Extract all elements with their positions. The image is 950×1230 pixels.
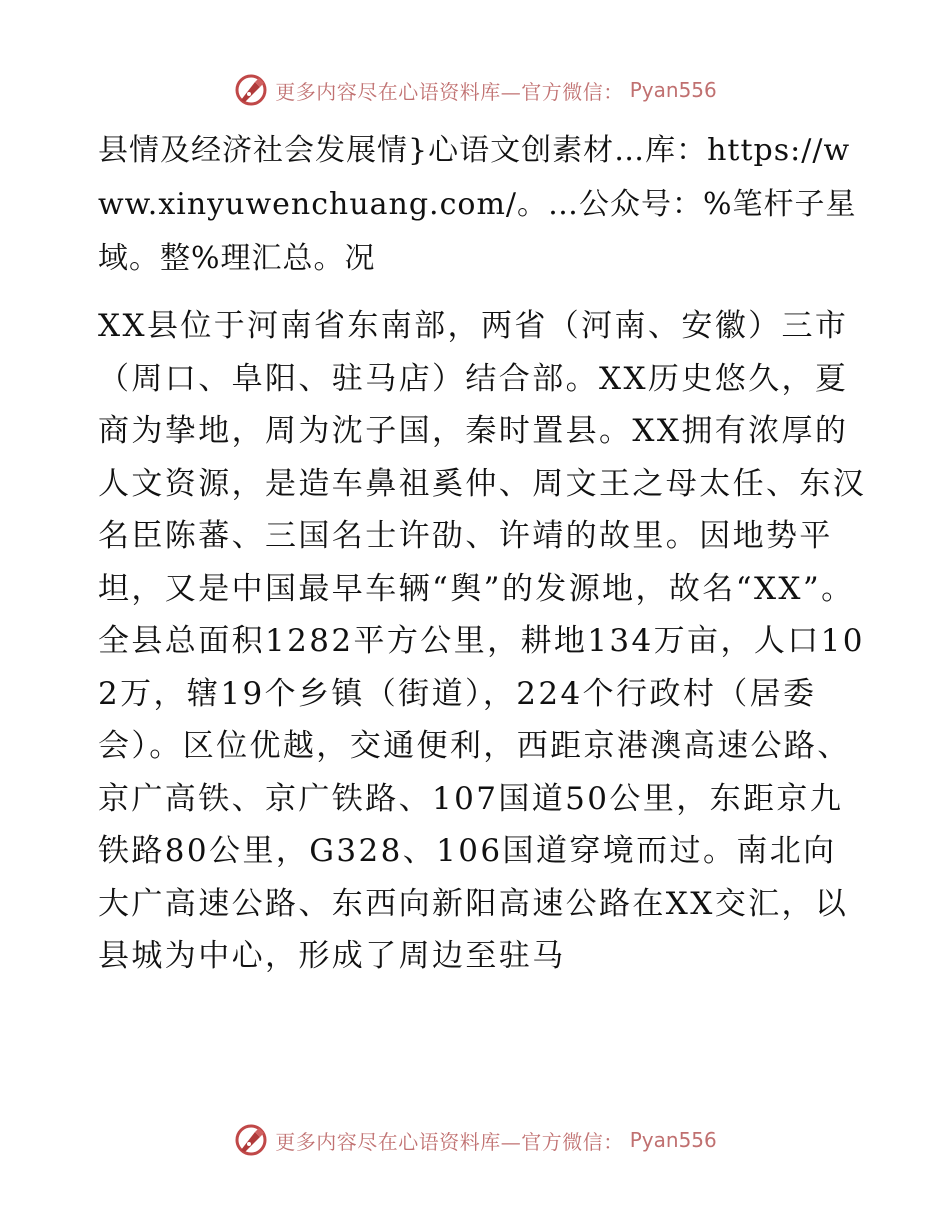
- document-paragraph: XX县位于河南省东南部，两省（河南、安徽）三市（周口、阜阳、驻马店）结合部。XX历史悠久，夏商为挚地，周为沈子国，秦时置县。XX拥有浓厚的人文资源，是造车鼻祖奚仲、周文王之母太任、东汉名臣陈蕃、三国名士许劭、许靖的故里。因地势平坦，又是中国最早车辆“舆”的发源地，故名“XX”。全县总面积1282平方公里，耕地134万亩，人口102万，辖19个乡镇（街道），224个行政村（居委会）。区位优越，交通便利，西距京港澳高速公路、京广高铁、京广铁路、107国道50公里，东距京九铁路80公里，G328、106国道穿境而过。南北向大广高速公路、东西向新阳高速公路在XX交汇，以县城为中心，形成了周边至驻马: [98, 308, 867, 974]
- document-body: [98, 124, 868, 983]
- pen-nib-logo-icon: [233, 72, 269, 108]
- footer-banner: [0, 1120, 950, 1160]
- header-banner-content: [233, 72, 717, 108]
- header-banner-text: 更多内容尽在心语资料库—官方微信：: [275, 79, 624, 104]
- footer-banner-wechat-id: Pyan556: [629, 1128, 717, 1152]
- header-banner-wechat-id: Pyan556: [629, 78, 717, 102]
- footer-banner-content: [233, 1122, 717, 1158]
- header-banner: [0, 70, 950, 110]
- document-heading: 县情及经济社会发展情}心语文创素材…库：https://www.xinyuwenchuang.com/。…公众号：%笔杆子星域。整%理汇总。况: [98, 133, 857, 276]
- pen-nib-logo-icon: [233, 1122, 269, 1158]
- footer-banner-text: 更多内容尽在心语资料库—官方微信：: [275, 1129, 624, 1154]
